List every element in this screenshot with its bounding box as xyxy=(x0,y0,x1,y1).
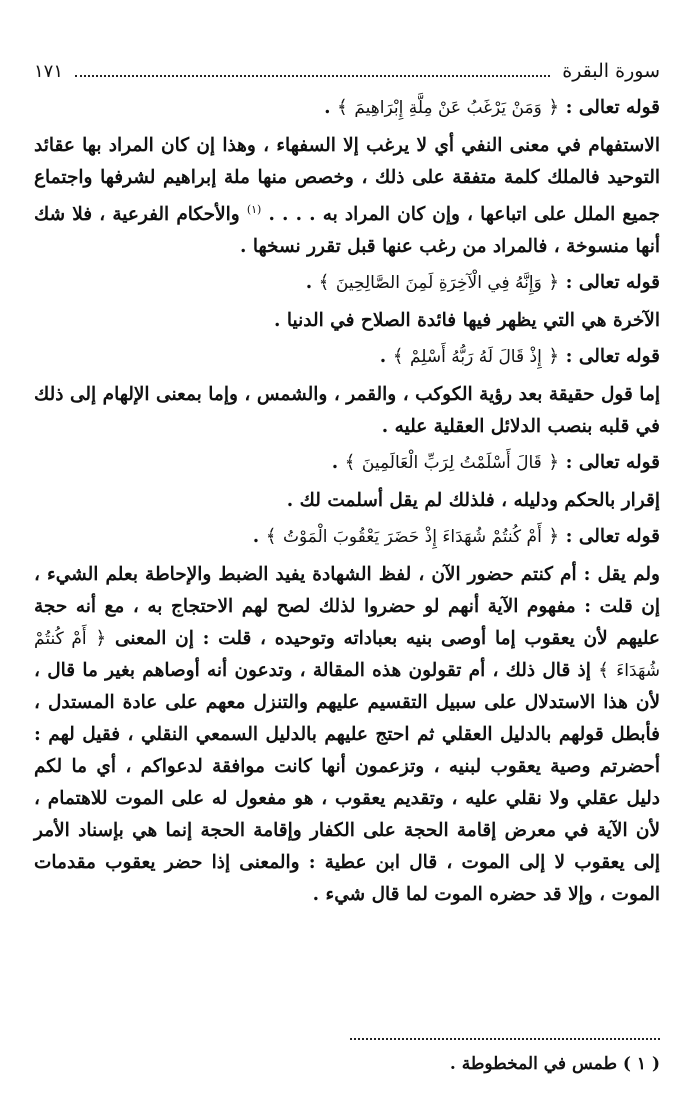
commentary-paragraph: إما قول حقيقة بعد رؤية الكوكب ، والقمر ، والشمس ، وإما بمعنى الإلهام إلى ذلك في قلبه بنصب الدلائل العقلية عليه . xyxy=(34,384,660,438)
surah-title: سورة البقرة xyxy=(562,60,660,82)
commentary-paragraph: الآخرة هي التي يظهر فيها فائدة الصلاح في الدنيا . xyxy=(274,310,660,332)
commentary-paragraph: إقرار بالحكم ودليله ، فلذلك لم يقل أسلمت لك . xyxy=(286,490,660,512)
verse-line: قوله تعالى : ﴿ وَمَنْ يَرْغَبُ عَنْ مِلَّةِ إِبْرَاهِيمَ ﴾ . xyxy=(324,97,660,118)
main-text xyxy=(34,92,660,915)
quran-quote: قَالَ أَسْلَمْتُ لِرَبِّ الْعَالَمِينَ xyxy=(361,453,542,474)
verse-line: قوله تعالى : ﴿ قَالَ أَسْلَمْتُ لِرَبِّ الْعَالَمِينَ ﴾ . xyxy=(331,452,660,474)
footnote-text: طمس في المخطوطة . xyxy=(449,1054,617,1074)
footnote-separator xyxy=(350,1038,660,1040)
quran-quote: وَإِنَّهُ فِي الْآخِرَةِ لَمِنَ الصَّالِحِينَ xyxy=(335,273,542,294)
quran-quote: إِذْ قَالَ لَهُ رَبُّهُ أَسْلِمْ xyxy=(409,347,542,368)
footnote xyxy=(34,1054,660,1074)
page-number: ١٧١ xyxy=(34,60,64,82)
commentary-paragraph: ولم يقل : أم كنتم حضور الآن ، لفظ الشهادة يفيد الضبط والإحاطة بعلم الشيء ، إن قلت : مفهوم الآية أنهم لو حضروا لذلك لصح لهم الاحتجاج به ، مع أنه حجة عليهم لأن يعقوب إما أوصى بنيه بعباداته وتوحيده ، قلت : إن المعنى ﴿ أَمْ كُنتُمْ شُهَدَاءَ ﴾ إذ قال ذلك ، أم تقولون هذه المقالة ، وتدعون أنه أوصاهم بغير ما قال ، لأن هذا الاستدلال على سبيل التقسيم عليهم والتنزل معهم على عادة المستدل ، فأبطل قولهم بالدليل العقلي ثم احتج عليهم بالدليل السمعي النقلي ، فقيل لهم : أحضرتم وصية يعقوب لبنيه ، وتزعمون أنها كانت موافقة لدعواكم ، أي ما لكم دليل عقلي ولا نقلي عليه ، وتقديم يعقوب ، هو مفعول له على الموت للاهتمام ، لأن الآية في معرض إقامة الحجة على الكفار وإقامة الحجة إنما هي بإسناد الأمر إلى يعقوب لا إلى الموت ، قال ابن عطية : والمعنى إذا حضر يعقوب مقدمات الموت ، وإلا قد حضره الموت لما قال شيء . xyxy=(34,564,660,906)
quran-quote: أَمْ كُنتُمْ شُهَدَاءَ xyxy=(34,629,660,682)
footnote-marker: ( ١ ) xyxy=(622,1054,660,1074)
verse-line: قوله تعالى : ﴿ أَمْ كُنتُمْ شُهَدَاءَ إِذْ حَضَرَ يَعْقُوبَ الْمَوْتُ ﴾ . xyxy=(252,526,660,548)
footnote-reference: (١) xyxy=(246,203,262,216)
quran-quote: أَمْ كُنتُمْ شُهَدَاءَ إِذْ حَضَرَ يَعْقُوبَ الْمَوْتُ xyxy=(282,527,542,548)
commentary-paragraph: الاستفهام في معنى النفي أي لا يرغب إلا السفهاء ، وهذا إن كان المراد بها عقائد التوحيد فالملك كلمة متفقة على ذلك ، وخصص منها ملة إبراهيم لشرفها واجتماع جميع الملل على اتباعها ، وإن كان المراد به . . . . $^{(١)}$ والأحكام الفرعية ، فلا شك أنها منسوخة ، فالمراد من رغب عنها قبل تقرر نسخها . xyxy=(34,135,660,258)
running-header xyxy=(34,58,660,84)
header-dotted-rule xyxy=(75,65,550,77)
verse-line: قوله تعالى : ﴿ وَإِنَّهُ فِي الْآخِرَةِ لَمِنَ الصَّالِحِينَ ﴾ . xyxy=(305,272,660,294)
verse-line: قوله تعالى : ﴿ إِذْ قَالَ لَهُ رَبُّهُ أَسْلِمْ ﴾ . xyxy=(379,346,660,368)
quran-quote: وَمَنْ يَرْغَبُ عَنْ مِلَّةِ إِبْرَاهِيمَ xyxy=(354,98,542,118)
